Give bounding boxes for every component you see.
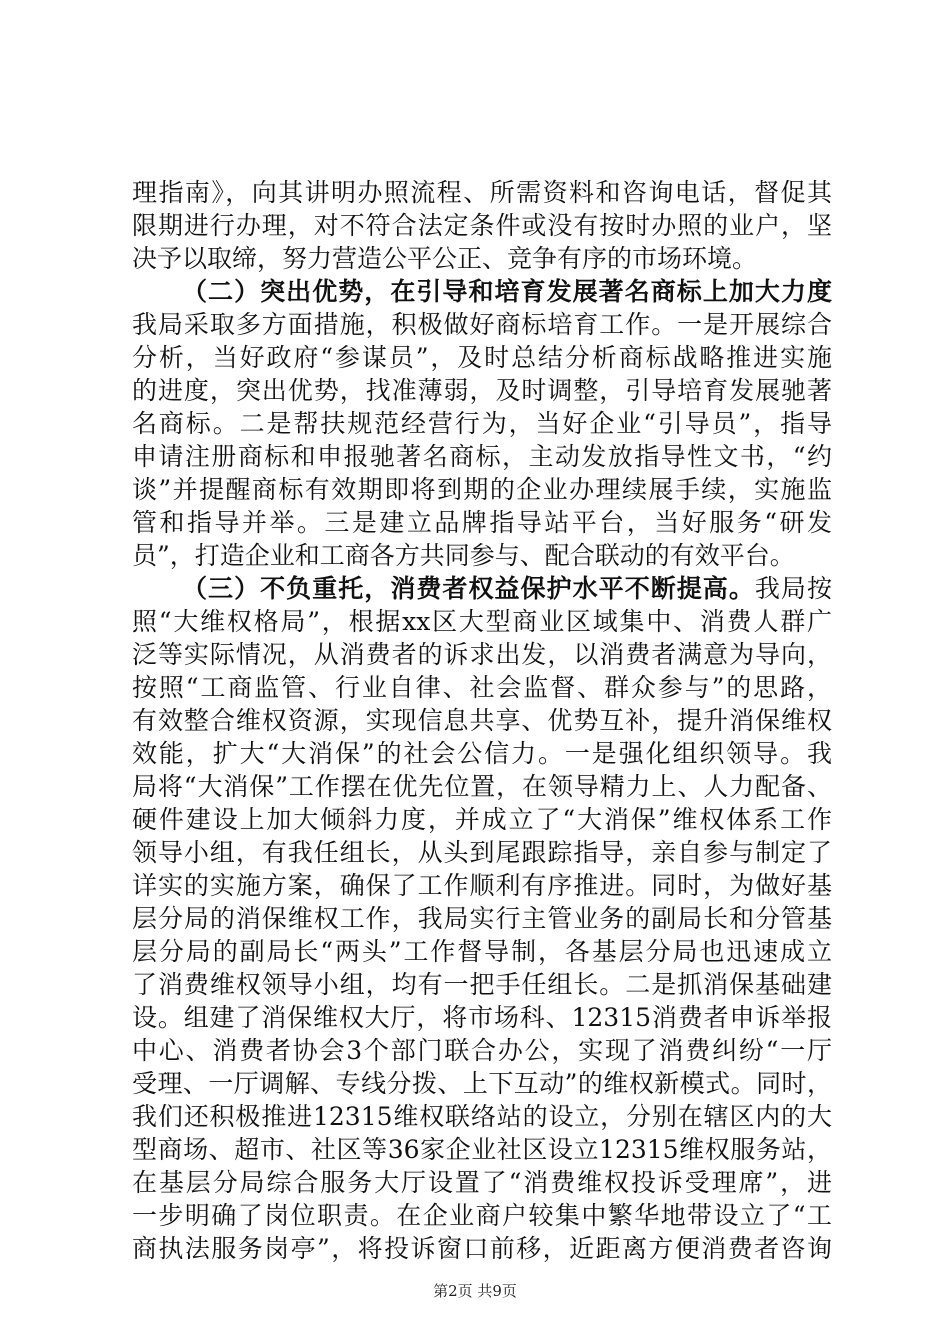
body-line: 名商标。二是帮扶规范经营行为，当好企业“引导员”，指导: [132, 409, 832, 438]
body-line: 的进度，突出优势，找准薄弱，及时调整，引导培育发展驰著: [132, 376, 832, 405]
body-line: 员”，打造企业和工商各方共同参与、配合联动的有效平台。: [132, 541, 795, 570]
body-line: 层分局的副局长“两头”工作督导制，各基层分局也迅速成立: [132, 937, 832, 966]
page-number: 第2页 共9页: [433, 1282, 517, 1300]
document-body: [132, 176, 832, 1265]
body-line: 型商场、超市、社区等36家企业社区设立12315维权服务站，: [132, 1135, 832, 1164]
section-heading-2: （二）突出优势，在引导和培育发展著名商标上加大力度: [182, 277, 832, 306]
body-line: 谈”并提醒商标有效期即将到期的企业办理续展手续，实施监: [132, 475, 832, 504]
section-3-first-line: [132, 572, 832, 605]
body-line: 照“大维权格局”，根据xx区大型商业区域集中、消费人群广: [132, 607, 832, 636]
body-line: 效能，扩大“大消保”的社会公信力。一是强化组织领导。我: [132, 739, 832, 768]
body-line: 了消费维权领导小组，均有一把手任组长。二是抓消保基础建: [132, 970, 832, 999]
body-line: 我局采取多方面措施，积极做好商标培育工作。一是开展综合: [132, 310, 832, 339]
body-line: 领导小组，有我任组长，从头到尾跟踪指导，亲自参与制定了: [132, 838, 832, 867]
body-line: 层分局的消保维权工作，我局实行主管业务的副局长和分管基: [132, 904, 832, 933]
body-line: 设。组建了消保维权大厅，将市场科、12315消费者申诉举报: [132, 1003, 832, 1032]
body-line: 理指南》，向其讲明办照流程、所需资料和咨询电话，督促其: [132, 178, 832, 207]
body-text: 我局按: [754, 574, 832, 603]
body-line: 有效整合维权资源，实现信息共享、优势互补，提升消保维权: [132, 706, 832, 735]
section-heading-3: （三）不负重托，消费者权益保护水平不断提高。: [182, 574, 755, 603]
body-line: 分析，当好政府“参谋员”，及时总结分析商标战略推进实施: [132, 343, 832, 372]
body-line: 泛等实际情况，从消费者的诉求出发，以消费者满意为导向，: [132, 640, 832, 669]
body-line: 限期进行办理，对不符合法定条件或没有按时办照的业户，坚: [132, 211, 832, 240]
body-line: 中心、消费者协会3个部门联合办公，实现了消费纠纷“一厅: [132, 1036, 832, 1065]
body-line: 我们还积极推进12315维权联络站的设立，分别在辖区内的大: [132, 1102, 832, 1131]
body-line: 管和指导并举。三是建立品牌指导站平台，当好服务“研发: [132, 508, 832, 537]
body-line: 在基层分局综合服务大厅设置了“消费维权投诉受理席”，进: [132, 1168, 832, 1197]
body-line: 硬件建设上加大倾斜力度，并成立了“大消保”维权体系工作: [132, 805, 832, 834]
body-line: 局将“大消保”工作摆在优先位置，在领导精力上、人力配备、: [132, 772, 832, 801]
body-line: 详实的实施方案，确保了工作顺利有序推进。同时，为做好基: [132, 871, 832, 900]
body-line: 受理、一厅调解、专线分拨、上下互动”的维权新模式。同时，: [132, 1069, 832, 1098]
body-line: 一步明确了岗位职责。在企业商户较集中繁华地带设立了“工: [132, 1201, 832, 1230]
body-line: 商执法服务岗亭”，将投诉窗口前移，近距离方便消费者咨询: [132, 1234, 832, 1263]
body-line: 按照“工商监管、行业自律、社会监督、群众参与”的思路，: [132, 673, 832, 702]
body-line: 申请注册商标和申报驰著名商标，主动发放指导性文书，“约: [132, 442, 832, 471]
body-line: 决予以取缔，努力营造公平公正、竞争有序的市场环境。: [132, 244, 758, 273]
